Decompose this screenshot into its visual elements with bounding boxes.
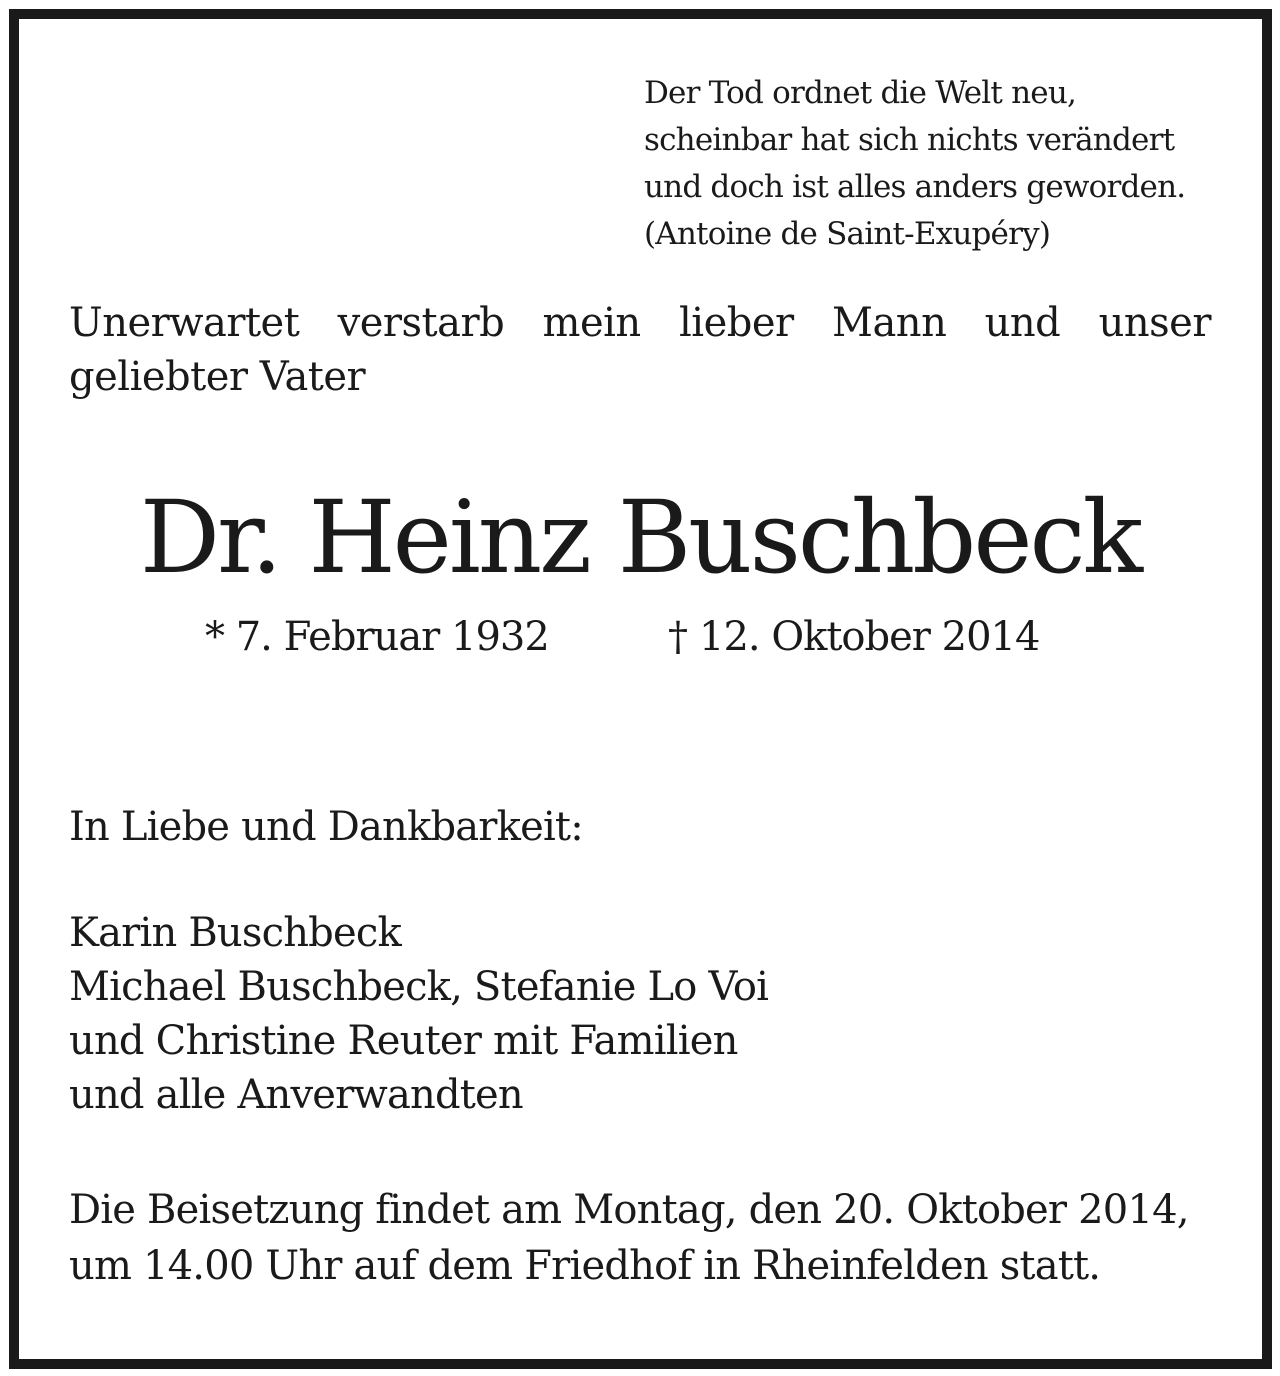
quote-line: und doch ist alles anders geworden. bbox=[644, 169, 1186, 205]
epigraph-quote bbox=[644, 70, 1224, 258]
thanks-heading: In Liebe und Dankbarkeit: bbox=[69, 804, 583, 850]
quote-line: scheinbar hat sich nichts verändert bbox=[644, 122, 1175, 158]
intro-word: Unerwartet bbox=[69, 300, 300, 346]
funeral-line: um 14.00 Uhr auf dem Friedhof in Rheinfelden statt. bbox=[69, 1243, 1101, 1289]
family-member: Karin Buschbeck bbox=[69, 910, 401, 956]
family-list bbox=[69, 906, 768, 1122]
cross-icon: † bbox=[668, 614, 687, 660]
intro-word: verstarb bbox=[337, 300, 505, 346]
family-member: und alle Anverwandten bbox=[69, 1072, 523, 1118]
death-date-line bbox=[668, 610, 1039, 664]
family-member: und Christine Reuter mit Familien bbox=[69, 1018, 738, 1064]
intro-word: mein bbox=[542, 300, 641, 346]
intro-word: Mann bbox=[832, 300, 947, 346]
intro-word: lieber bbox=[679, 300, 794, 346]
deceased-name: Dr. Heinz Buschbeck bbox=[139, 479, 1141, 596]
quote-attribution: (Antoine de Saint-Exupéry) bbox=[644, 216, 1051, 252]
funeral-line: Die Beisetzung findet am Montag, den 20. Oktober 2014, bbox=[69, 1187, 1189, 1233]
quote-line: Der Tod ordnet die Welt neu, bbox=[644, 75, 1077, 111]
death-date: 12. Oktober 2014 bbox=[699, 614, 1040, 660]
intro-text bbox=[69, 296, 1211, 404]
intro-line-2: geliebter Vater bbox=[69, 354, 366, 400]
funeral-notice bbox=[69, 1182, 1189, 1294]
intro-word: und bbox=[984, 300, 1061, 346]
intro-word: unser bbox=[1098, 300, 1211, 346]
family-member: Michael Buschbeck, Stefanie Lo Voi bbox=[69, 964, 769, 1010]
birth-date: * 7. Februar 1932 bbox=[205, 614, 549, 660]
intro-line-justified bbox=[69, 296, 1211, 350]
